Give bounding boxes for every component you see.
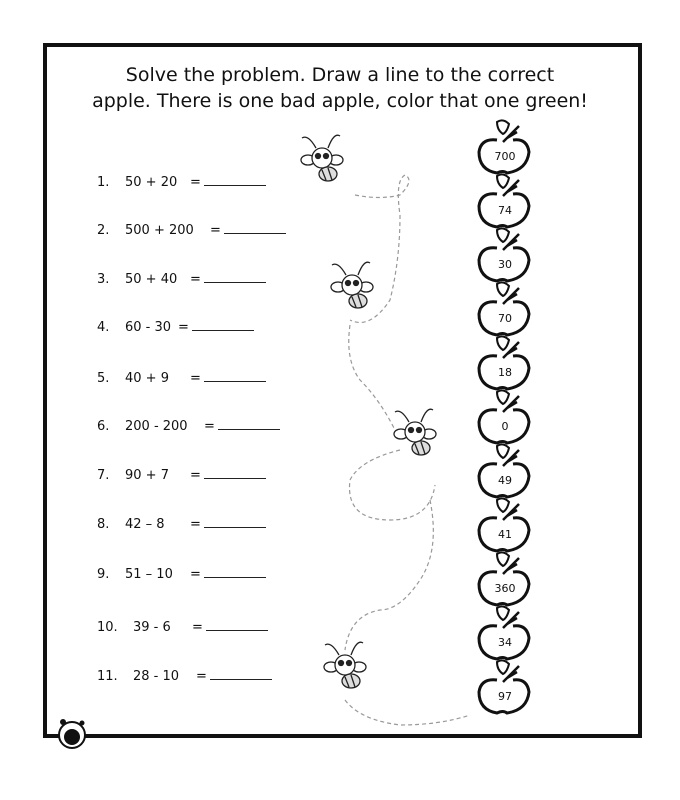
problem-number: 6. bbox=[97, 419, 110, 434]
problem-number: 4. bbox=[97, 320, 110, 335]
apple-value: 700 bbox=[494, 150, 516, 163]
apple-value: 41 bbox=[498, 528, 512, 541]
apple-value: 49 bbox=[498, 474, 512, 487]
problem-number: 5. bbox=[97, 371, 110, 386]
problem-expression: 50 + 40 bbox=[125, 272, 178, 287]
problem-expression: 40 + 9 bbox=[125, 371, 169, 386]
apple-value: 97 bbox=[498, 690, 512, 703]
problem-expression: 90 + 7 bbox=[125, 468, 169, 483]
instructions-line-2: apple. There is one bad apple, color that one green! bbox=[92, 90, 588, 112]
equals-sign: = bbox=[190, 371, 201, 386]
problem-number: 1. bbox=[97, 175, 110, 190]
equals-sign: = bbox=[190, 468, 201, 483]
equals-sign: = bbox=[190, 567, 201, 582]
apple-value: 18 bbox=[498, 366, 512, 379]
equals-sign: = bbox=[192, 620, 203, 635]
problem-expression: 28 - 10 bbox=[133, 669, 180, 684]
equals-sign: = bbox=[196, 669, 207, 684]
problem-number: 3. bbox=[97, 272, 110, 287]
apple-value: 0 bbox=[501, 420, 509, 433]
equals-sign: = bbox=[190, 272, 201, 287]
problem-expression: 51 – 10 bbox=[125, 567, 173, 582]
problem-number: 7. bbox=[97, 468, 110, 483]
problem-expression: 200 - 200 bbox=[125, 419, 188, 434]
problem-number: 8. bbox=[97, 517, 110, 532]
problem-number: 11. bbox=[97, 669, 118, 684]
problem-expression: 42 – 8 bbox=[125, 517, 165, 532]
apple-value: 74 bbox=[498, 204, 512, 217]
problem-number: 2. bbox=[97, 223, 110, 238]
problem-number: 10. bbox=[97, 620, 118, 635]
problem-number: 9. bbox=[97, 567, 110, 582]
equals-sign: = bbox=[210, 223, 221, 238]
instructions-line-1: Solve the problem. Draw a line to the correct bbox=[125, 64, 555, 86]
problem-expression: 50 + 20 bbox=[125, 175, 178, 190]
equals-sign: = bbox=[190, 175, 201, 190]
problem-expression: 39 - 6 bbox=[133, 620, 171, 635]
apple-value: 360 bbox=[494, 582, 516, 595]
publisher-logo-icon bbox=[59, 719, 85, 748]
equals-sign: = bbox=[204, 419, 215, 434]
problem-expression: 60 - 30 bbox=[125, 320, 172, 335]
apple-value: 34 bbox=[498, 636, 512, 649]
apple-value: 70 bbox=[498, 312, 512, 325]
equals-sign: = bbox=[178, 320, 189, 335]
problem-expression: 500 + 200 bbox=[125, 223, 194, 238]
equals-sign: = bbox=[190, 517, 201, 532]
apple-value: 30 bbox=[498, 258, 512, 271]
